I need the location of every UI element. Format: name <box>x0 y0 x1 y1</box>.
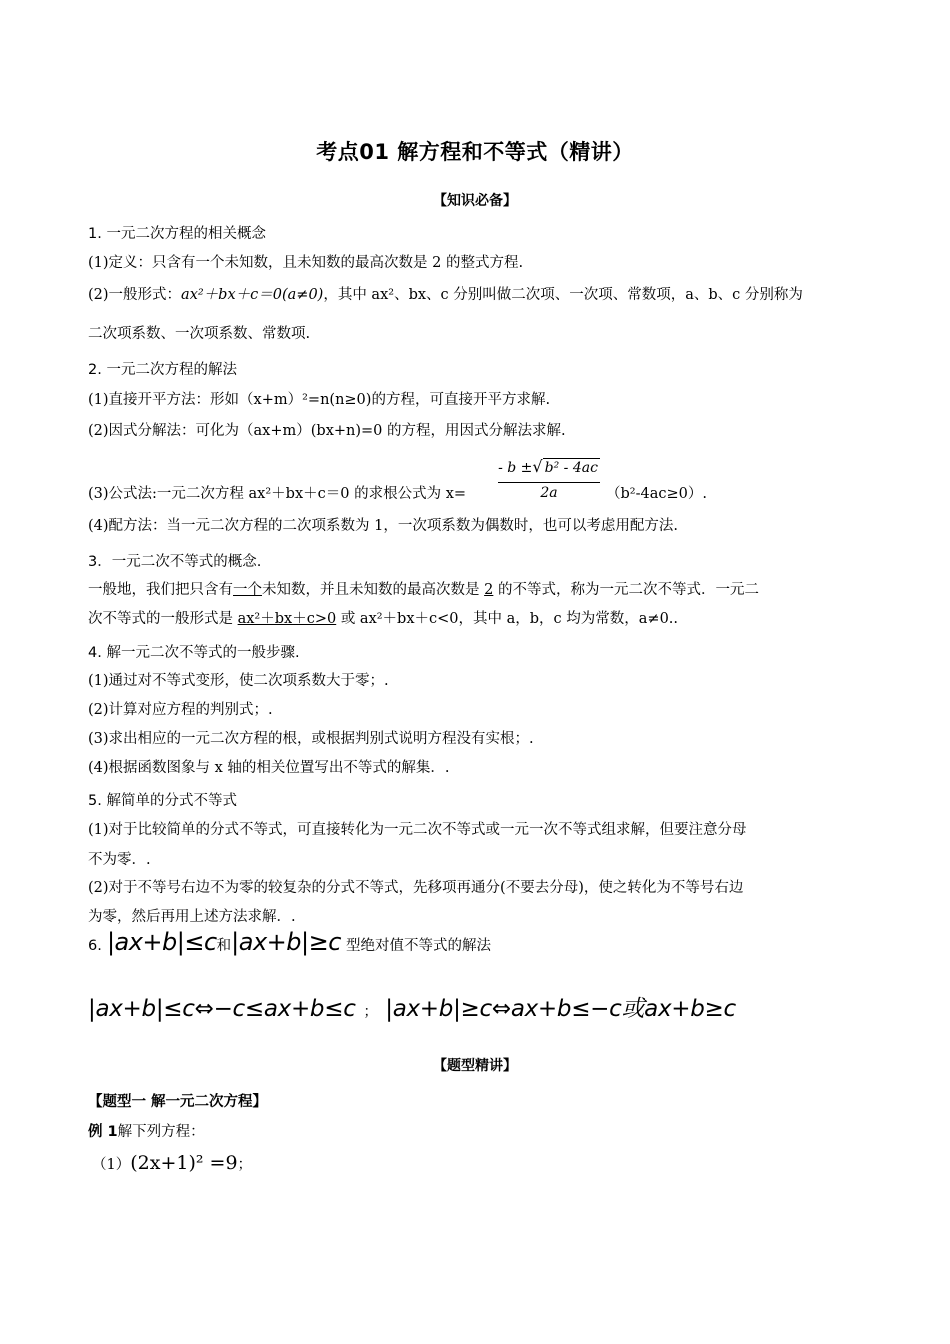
s5-para-1: (1)对于比较简单的分式不等式，可直接转化为一元二次不等式或一元一次不等式组求解，但要注意分母 <box>88 822 747 838</box>
item-formula: (2x+1)² =9 <box>130 1152 238 1174</box>
s1-general-cont: 二次项系数、一次项系数、常数项. <box>88 326 311 342</box>
type-1-heading: 【题型一 解一元二次方程】 <box>88 1094 268 1110</box>
section-types-heading: 【题型精讲】 <box>433 1058 517 1074</box>
s3-l2-a: 次不等式的一般形式是 <box>88 611 233 627</box>
s1-general-formula: ax²＋bx＋c＝0(a≠0) <box>181 287 324 303</box>
s4-step-1: (1)通过对不等式变形，使二次项系数大于零；. <box>88 673 389 689</box>
s3-l1-a: 一般地，我们把只含有 <box>88 582 233 598</box>
s3-line-2 <box>88 609 678 629</box>
s1-general-rest: ，其中 ax²、bx、c 分别叫做二次项、一次项、常数项，a、b、c 分别称为 <box>323 287 803 303</box>
s3-l1-c: 的不等式，称为一元二次不等式．一元二 <box>497 582 759 598</box>
formula-numerator: - b ±√ b² - 4ac <box>498 456 600 483</box>
s3-l1-b: 未知数，并且未知数的最高次数是 <box>262 582 480 598</box>
s4-heading: 4. 解一元二次不等式的一般步骤. <box>88 645 300 661</box>
example-1-item-1 <box>92 1152 252 1174</box>
s5-para-2-cont: 为零，然后再用上述方法求解．. <box>88 909 296 925</box>
example-text: 解下列方程： <box>117 1124 205 1140</box>
s3-heading: 3．一元二次不等式的概念. <box>88 554 262 570</box>
example-label: 例 1 <box>88 1124 118 1140</box>
s6-equivalences <box>88 990 736 1023</box>
example-1 <box>88 1122 205 1142</box>
section-knowledge-heading: 【知识必备】 <box>433 193 517 209</box>
s3-line-1 <box>88 580 759 600</box>
s3-l1-underline-2: 2 <box>484 582 494 598</box>
s4-step-2: (2)计算对应方程的判别式；. <box>88 702 273 718</box>
s2-method-3 <box>88 484 466 504</box>
s5-para-2: (2)对于不等号右边不为零的较复杂的分式不等式，先移项再通分(不要去分母)，使之转化为不等号右边 <box>88 880 744 896</box>
quadratic-formula-fraction <box>498 456 600 501</box>
s1-heading: 1. 一元二次方程的相关概念 <box>88 226 266 242</box>
s6-and: 和 <box>216 938 232 954</box>
s6-formula-1: |ax+b|≤c <box>106 928 217 956</box>
s4-step-3: (3)求出相应的一元二次方程的根，或根据判别式说明方程没有实根；. <box>88 731 534 747</box>
s5-heading: 5. 解简单的分式不等式 <box>88 793 237 809</box>
s6-equivalence-1: |ax+b|≤c⇔−c≤ax+b≤c <box>88 996 356 1022</box>
s6-formula-2: |ax+b|≥c <box>231 928 341 956</box>
s3-l2-b: 或 ax²＋bx＋c<0，其中 a，b，c 均为常数，a≠0.. <box>340 611 679 627</box>
s6-separator: ； <box>363 1004 378 1020</box>
item-end: ； <box>237 1157 253 1173</box>
s2-method-1: (1)直接开平方法：形如（x+m）²=n(n≥0)的方程，可直接开平方求解. <box>88 392 551 408</box>
formula-denominator: 2a <box>540 485 558 501</box>
s2-method-3-prefix: (3)公式法:一元二次方程 ax²＋bx＋c＝0 的求根公式为 x= <box>88 486 467 502</box>
s3-l2-underline: ax²＋bx＋c>0 <box>237 611 337 627</box>
s6-equivalence-2: |ax+b|≥c⇔ax+b≤−c或ax+b≥c <box>385 996 736 1022</box>
s2-method-3-condition: （b²-4ac≥0）. <box>606 486 707 502</box>
s1-general-form <box>88 285 803 305</box>
s2-method-2: (2)因式分解法：可化为（ax+m）(bx+n)=0 的方程，用因式分解法求解. <box>88 423 566 439</box>
s2-method-4: (4)配方法：当一元二次方程的二次项系数为 1，一次项系数为偶数时，也可以考虑用配方法. <box>88 518 678 534</box>
formula-num-left: - b ± <box>498 460 533 476</box>
formula-radicand: b² - 4ac <box>544 460 598 476</box>
s5-para-1-cont: 不为零．. <box>88 852 151 868</box>
s1-definition: (1)定义：只含有一个未知数，且未知数的最高次数是 2 的整式方程. <box>88 255 524 271</box>
s1-general-prefix: (2)一般形式： <box>88 287 182 303</box>
s6-number: 6. <box>88 938 102 954</box>
s2-heading: 2. 一元二次方程的解法 <box>88 362 237 378</box>
item-number: （1） <box>92 1157 131 1173</box>
s6-heading <box>88 928 491 956</box>
s3-l1-underline-1: 一个 <box>233 582 262 598</box>
s4-step-4: (4)根据函数图象与 x 轴的相关位置写出不等式的解集．. <box>88 760 450 776</box>
s6-label: 型绝对值不等式的解法 <box>346 938 491 954</box>
page-title: 考点01 解方程和不等式（精讲） <box>316 140 634 164</box>
